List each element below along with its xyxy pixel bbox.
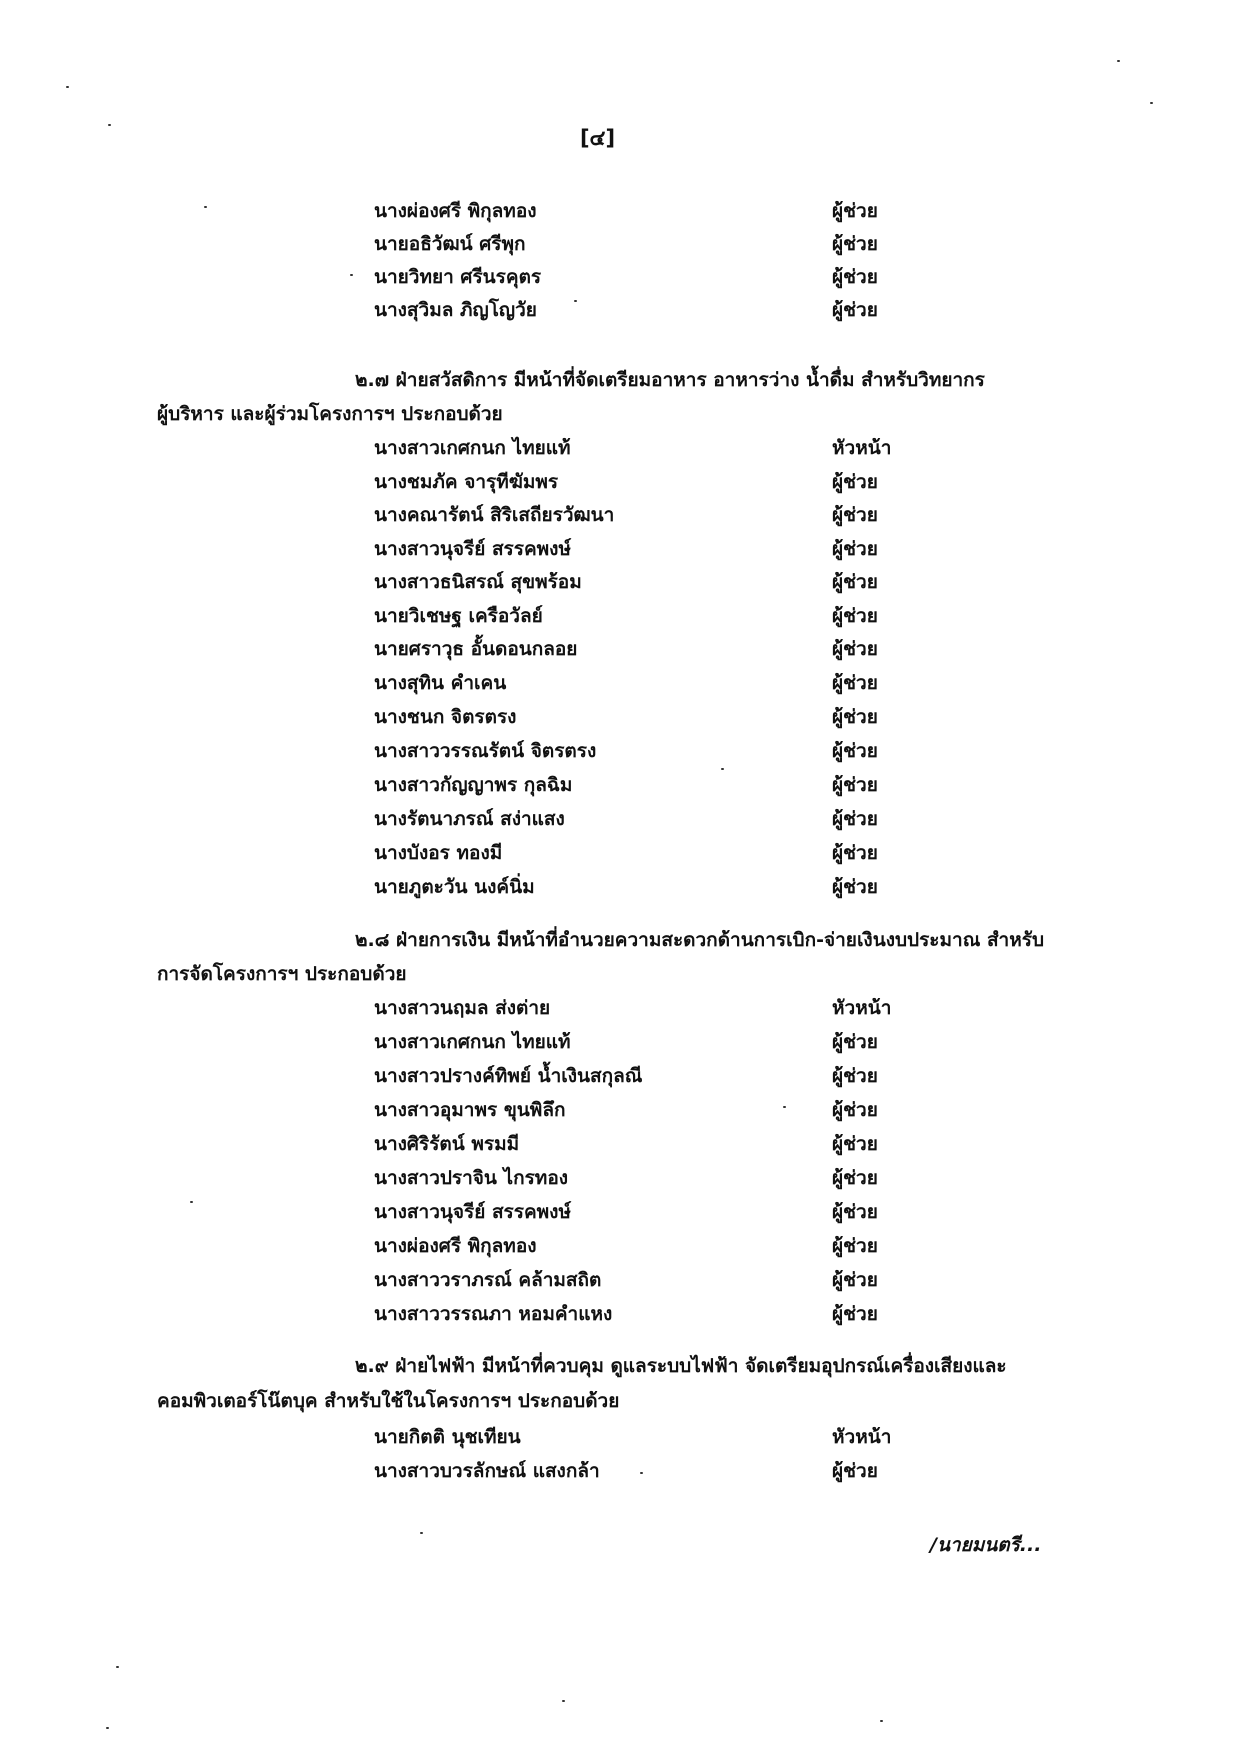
scan-speck [1150,102,1153,104]
member-name: นางผ่องศรี พิกุลทอง [374,1235,537,1257]
scan-speck [204,206,207,208]
member-role: ผู้ช่วย [832,571,878,593]
section-heading-continuation: คอมพิวเตอร์โน๊ตบุค สำหรับใช้ในโครงการฯ ประกอบด้วย [157,1390,620,1412]
member-name: นางสาววรรณรัตน์ จิตรตรง [374,740,597,762]
member-name: นางชมภัค จารุทีฆัมพร [374,471,559,493]
member-name: นางสาวธนิสรณ์ สุขพร้อม [374,571,582,593]
scan-speck [574,300,577,302]
member-name: นายวิทยา ศรีนรคุตร [374,266,542,288]
member-name: นางสาวนฤมล ส่งต่าย [374,997,551,1019]
member-name: นางสาววรรณภา หอมคำแหง [374,1303,613,1325]
member-role: ผู้ช่วย [832,1269,878,1291]
member-role: ผู้ช่วย [832,504,878,526]
member-role: หัวหน้า [832,437,892,459]
member-name: นางสาวปราจิน ไกรทอง [374,1167,569,1189]
scan-speck [350,274,353,276]
scan-speck [640,1472,643,1474]
member-name: นางสาวบวรลักษณ์ แสงกล้า [374,1460,600,1482]
member-name: นางสุวิมล ภิญโญวัย [374,299,537,321]
member-name: นางสาวนุจรีย์ สรรคพงษ์ [374,538,571,560]
scan-speck [783,1106,786,1108]
member-role: หัวหน้า [832,997,892,1019]
member-name: นางศิริรัตน์ พรมมี [374,1133,520,1155]
scan-speck [108,124,111,126]
member-role: ผู้ช่วย [832,1167,878,1189]
section-heading: ๒.๗ ฝ่ายสวัสดิการ มีหน้าที่จัดเตรียมอาหาร อาหารว่าง น้ำดื่ม สำหรับวิทยากร [355,369,985,391]
member-role: ผู้ช่วย [832,1303,878,1325]
member-role: ผู้ช่วย [832,1201,878,1223]
scan-speck [562,1700,565,1702]
member-role: ผู้ช่วย [832,740,878,762]
scan-speck [1117,60,1120,62]
section-heading-continuation: การจัดโครงการฯ ประกอบด้วย [157,963,407,985]
member-role: ผู้ช่วย [832,471,878,493]
member-role: ผู้ช่วย [832,200,878,222]
member-role: ผู้ช่วย [832,706,878,728]
member-role: ผู้ช่วย [832,808,878,830]
member-name: นางคณารัตน์ สิริเสถียรวัฒนา [374,504,615,526]
member-role: ผู้ช่วย [832,842,878,864]
member-name: นางสาววราภรณ์ คล้ามสถิต [374,1269,602,1291]
member-name: นายกิตติ นุชเทียน [374,1426,521,1448]
scan-speck [106,1727,109,1729]
member-name: นางสาวปรางค์ทิพย์ น้ำเงินสกุลณี [374,1065,643,1087]
member-name: นายศราวุธ อั้นดอนกลอย [374,638,578,660]
member-role: ผู้ช่วย [832,1235,878,1257]
member-name: นางสาวนุจรีย์ สรรคพงษ์ [374,1201,571,1223]
member-name: นางบังอร ทองมี [374,842,503,864]
scan-speck [880,1720,883,1722]
page-number: [๔] [579,126,616,150]
member-name: นางสาวเกศกนก ไทยแท้ [374,437,571,459]
member-role: ผู้ช่วย [832,1460,878,1482]
member-role: ผู้ช่วย [832,299,878,321]
member-name: นางสาวเกศกนก ไทยแท้ [374,1031,571,1053]
scan-speck [66,86,69,88]
scan-speck [190,1201,193,1203]
member-role: ผู้ช่วย [832,1065,878,1087]
member-role: ผู้ช่วย [832,1099,878,1121]
member-role: ผู้ช่วย [832,1031,878,1053]
scan-speck [420,1532,423,1534]
section-heading-continuation: ผู้บริหาร และผู้ร่วมโครงการฯ ประกอบด้วย [157,403,503,425]
section-heading: ๒.๙ ฝ่ายไฟฟ้า มีหน้าที่ควบคุม ดูแลระบบไฟฟ้า จัดเตรียมอุปกรณ์เครื่องเสียงและ [355,1355,1007,1377]
next-page-catchword: /นายมนตรี... [930,1534,1042,1556]
member-name: นางสุทิน คำเคน [374,672,507,694]
scan-speck [721,768,724,770]
member-name: นางชนก จิตรตรง [374,706,517,728]
member-name: นางสาวกัญญาพร กุลฉิม [374,774,573,796]
member-role: ผู้ช่วย [832,538,878,560]
member-name: นายภูตะวัน นงค์นิ่ม [374,876,535,898]
member-name: นางผ่องศรี พิกุลทอง [374,200,537,222]
member-role: ผู้ช่วย [832,605,878,627]
member-role: ผู้ช่วย [832,1133,878,1155]
member-name: นายวิเชษฐ เครือวัลย์ [374,605,543,627]
member-role: ผู้ช่วย [832,672,878,694]
member-role: ผู้ช่วย [832,233,878,255]
scan-speck [116,1666,119,1668]
member-role: ผู้ช่วย [832,638,878,660]
member-name: นางสาวอุมาพร ขุนพิลึก [374,1099,566,1121]
member-role: ผู้ช่วย [832,876,878,898]
member-role: หัวหน้า [832,1426,892,1448]
member-role: ผู้ช่วย [832,774,878,796]
member-name: นางรัตนาภรณ์ สง่าแสง [374,808,565,830]
section-heading: ๒.๘ ฝ่ายการเงิน มีหน้าที่อำนวยความสะดวกด้านการเบิก-จ่ายเงินงบประมาณ สำหรับ [355,929,1045,951]
member-role: ผู้ช่วย [832,266,878,288]
member-name: นายอธิวัฒน์ ศรีพุก [374,233,526,255]
